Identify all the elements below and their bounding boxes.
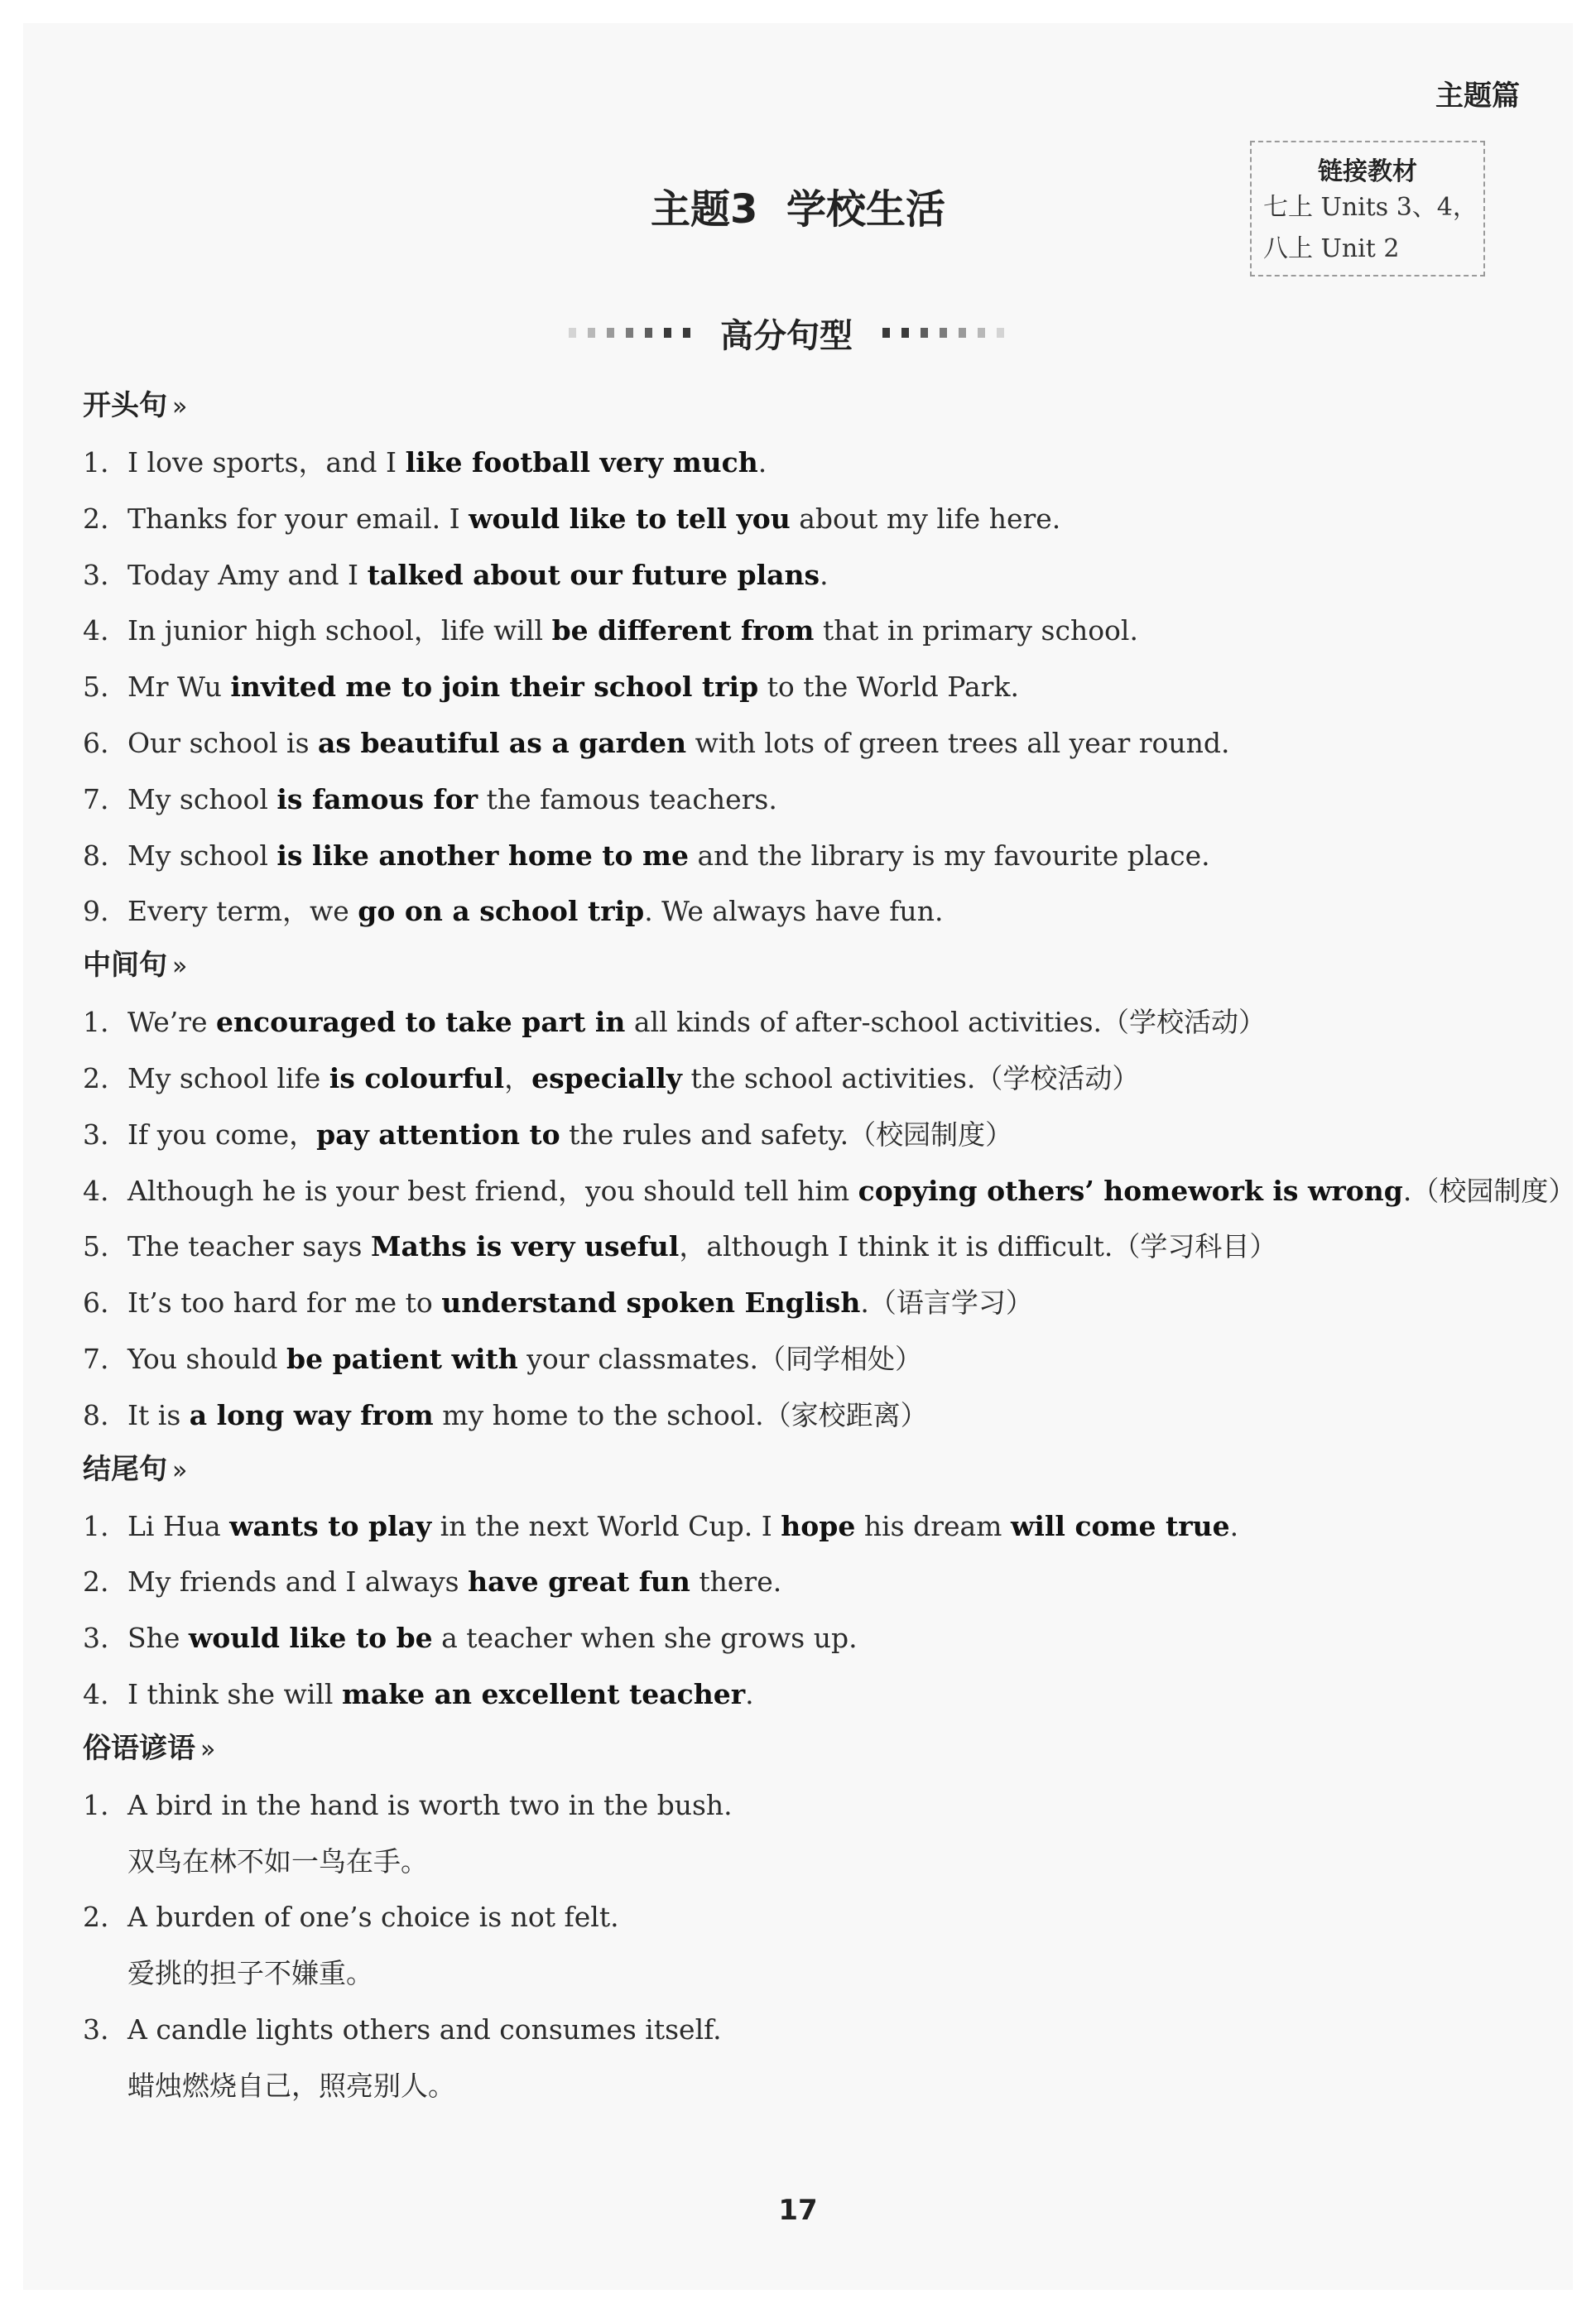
sentence-text: The teacher says Maths is very useful，although I think it is difficult.（学习科目） xyxy=(127,1230,1277,1263)
section-heading-label: 中间句 xyxy=(83,949,167,983)
item-number: 7. xyxy=(83,782,109,815)
sentence-item xyxy=(83,660,1523,716)
item-number: 1. xyxy=(83,1788,109,1821)
section-heading-label: 结尾句 xyxy=(83,1452,167,1486)
item-number: 7. xyxy=(83,1342,109,1375)
sentence-text: Our school is as beautiful as a garden with lots of green trees all year round. xyxy=(127,726,1230,759)
proverb-translation: 蜡烛燃烧自己，照亮别人。 xyxy=(127,2069,455,2102)
section-heading-label: 开头句 xyxy=(83,389,167,422)
sentence-item xyxy=(83,1164,1576,1220)
banner-dots-left xyxy=(569,328,690,338)
item-number: 1. xyxy=(83,446,109,478)
sentence-item xyxy=(83,435,1523,492)
page-number: 17 xyxy=(778,2194,818,2227)
page-title: 主题3 学校生活 xyxy=(650,186,946,233)
sentence-text: Li Hua wants to play in the next World Cup. I hope his dream will come true. xyxy=(127,1509,1239,1542)
section-heading xyxy=(83,1724,1523,1778)
item-number: 2. xyxy=(83,1565,109,1599)
item-number: 3. xyxy=(83,2012,109,2046)
item-number: 8. xyxy=(83,1398,109,1431)
sentence-text: A candle lights others and consumes itself. xyxy=(127,2012,722,2046)
item-number: 1. xyxy=(83,1006,109,1039)
chevron-icon: » xyxy=(200,1734,216,1764)
item-number: 9. xyxy=(83,895,109,928)
item-number: 5. xyxy=(83,1230,109,1263)
section-banner xyxy=(530,308,1043,358)
item-number: 4. xyxy=(83,614,109,647)
sentence-item xyxy=(83,995,1523,1051)
item-number: 4. xyxy=(83,1677,109,1710)
sentence-text: A bird in the hand is worth two in the bush. xyxy=(127,1788,733,1821)
sentence-text: We’re encouraged to take part in all kinds of after-school activities.（学校活动） xyxy=(127,1006,1267,1039)
sentence-item xyxy=(83,492,1523,548)
proverb-translation: 爱挑的担子不嫌重。 xyxy=(127,1957,373,1990)
item-number: 3. xyxy=(83,1622,109,1655)
sentence-item xyxy=(83,1778,1523,1835)
link-box-line-2: 八上 Unit 2 xyxy=(1263,234,1400,263)
sentence-item xyxy=(83,548,1523,604)
item-number: 6. xyxy=(83,1286,109,1320)
sentence-item xyxy=(83,772,1523,829)
sentence-text: Although he is your best friend，you should tell him copying others’ homework is wrong.（校园制度） xyxy=(127,1174,1576,1207)
sentence-text: Every term，we go on a school trip. We always have fun. xyxy=(127,895,944,928)
item-number: 3. xyxy=(83,1118,109,1151)
sentence-text: A burden of one’s choice is not felt. xyxy=(127,1901,619,1934)
sentence-item xyxy=(83,1890,1523,1946)
item-number: 2. xyxy=(83,1061,109,1094)
sentence-text: My friends and I always have great fun there. xyxy=(127,1565,782,1599)
link-box-line-1: 七上 Units 3、4， xyxy=(1263,193,1478,222)
sentence-text: I think she will make an excellent teacher. xyxy=(127,1677,754,1710)
sentence-item xyxy=(83,1051,1523,1108)
proverb-translation: 双鸟在林不如一鸟在手。 xyxy=(127,1844,428,1878)
sentence-text: My school is famous for the famous teachers. xyxy=(127,782,777,815)
sentence-item xyxy=(83,1332,1523,1388)
sentence-text: In junior high school，life will be different from that in primary school. xyxy=(127,614,1138,647)
sentence-item xyxy=(83,1388,1523,1445)
section-heading xyxy=(83,381,1523,435)
sentence-item xyxy=(83,603,1523,660)
banner-title: 高分句型 xyxy=(720,316,853,355)
sentence-item xyxy=(83,2003,1523,2059)
sentence-text: Mr Wu invited me to join their school trip to the World Park. xyxy=(127,671,1019,704)
sentence-text: My school is like another home to me and the library is my favourite place. xyxy=(127,839,1210,872)
sentence-item xyxy=(83,884,1523,940)
item-number: 1. xyxy=(83,1509,109,1542)
item-number: 3. xyxy=(83,558,109,591)
item-number: 2. xyxy=(83,502,109,535)
sentence-text: It is a long way from my home to the school.（家校距离） xyxy=(127,1398,928,1431)
banner-dots-right xyxy=(882,328,1004,338)
link-box-title: 链接教材 xyxy=(1318,157,1417,186)
item-number: 2. xyxy=(83,1901,109,1934)
sentence-item xyxy=(83,1499,1523,1556)
chevron-icon: » xyxy=(172,392,188,421)
sentence-item xyxy=(83,1108,1523,1164)
item-number: 8. xyxy=(83,839,109,872)
section-heading-label: 俗语谚语 xyxy=(83,1731,195,1765)
sentence-item xyxy=(83,1276,1523,1332)
section-heading xyxy=(83,940,1523,995)
sentence-item xyxy=(83,716,1523,772)
item-number: 6. xyxy=(83,726,109,759)
sentence-text: She would like to be a teacher when she grows up. xyxy=(127,1622,858,1655)
sentence-item xyxy=(83,1555,1523,1611)
sentence-text: Thanks for your email. I would like to tell you about my life here. xyxy=(127,502,1061,535)
sentence-list xyxy=(83,381,1576,2115)
sentence-text: You should be patient with your classmates.（同学相处） xyxy=(127,1342,922,1375)
sentence-item xyxy=(83,829,1523,885)
sentence-item xyxy=(83,1667,1523,1724)
section-tag: 主题篇 xyxy=(1435,79,1520,113)
sentence-item xyxy=(83,1219,1523,1276)
item-number: 4. xyxy=(83,1174,109,1207)
sentence-item xyxy=(83,1611,1523,1667)
item-number: 5. xyxy=(83,671,109,704)
section-heading xyxy=(83,1445,1523,1499)
sentence-text: Today Amy and I talked about our future plans. xyxy=(127,558,829,591)
chevron-icon: » xyxy=(172,952,188,982)
sentence-text: My school life is colourful，especially the school activities.（学校活动） xyxy=(127,1061,1140,1094)
sentence-text: I love sports，and I like football very much. xyxy=(127,446,767,478)
chevron-icon: » xyxy=(172,1455,188,1485)
sentence-text: It’s too hard for me to understand spoken English.（语言学习） xyxy=(127,1286,1033,1320)
sentence-text: If you come，pay attention to the rules and safety.（校园制度） xyxy=(127,1118,1013,1151)
